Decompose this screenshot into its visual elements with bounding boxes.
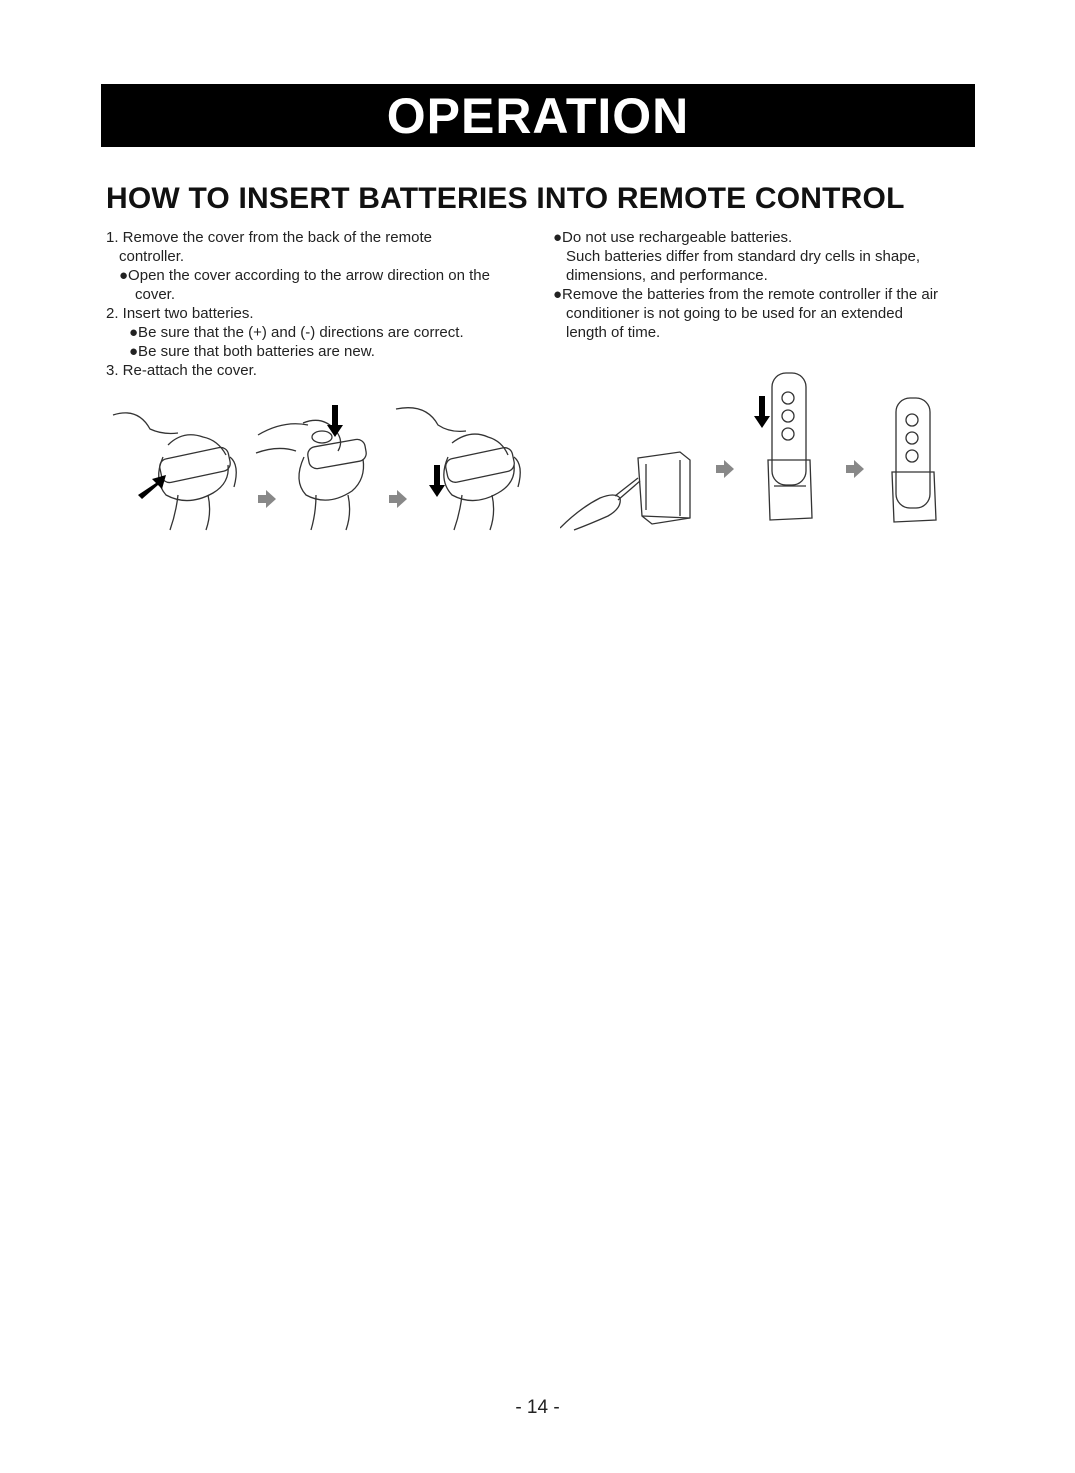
next-step-arrow-icon xyxy=(389,490,407,508)
cautions-column xyxy=(553,228,983,342)
page-number: - 14 - xyxy=(515,1397,560,1418)
next-step-arrow-icon xyxy=(258,490,276,508)
step-3: 3. Re-attach the cover. xyxy=(106,362,257,379)
step-1-note-continued: cover. xyxy=(135,286,176,303)
battery-insertion-illustration xyxy=(108,395,540,535)
holder-mounting-illustration xyxy=(560,368,980,533)
caution-2: ●Remove the batteries from the remote controller if the air xyxy=(553,286,939,303)
step-1-note: ●Open the cover according to the arrow direction on the xyxy=(119,267,490,284)
section-title: HOW TO INSERT BATTERIES INTO REMOTE CONTROL xyxy=(106,182,905,215)
next-step-arrow-icon xyxy=(846,460,864,478)
arrow-down-icon xyxy=(429,465,445,497)
step-2-note-2: ●Be sure that both batteries are new. xyxy=(129,343,375,360)
caution-1-continued-b: dimensions, and performance. xyxy=(566,267,768,284)
screwdriver-drawing xyxy=(560,478,640,530)
caution-2-continued-a: conditioner is not going to be used for an extended xyxy=(566,305,903,322)
remote-into-holder-drawing xyxy=(768,373,812,520)
hand-reattaching-cover-drawing xyxy=(396,408,520,530)
hand-inserting-battery-drawing xyxy=(256,420,367,530)
step-1-continued: controller. xyxy=(119,248,185,265)
caution-2-continued-b: length of time. xyxy=(566,324,661,341)
wall-holder-drawing xyxy=(638,452,690,524)
step-2-note-1: ●Be sure that the (+) and (-) directions are correct. xyxy=(129,324,464,341)
instructions-column xyxy=(106,228,536,380)
arrow-up-right-icon xyxy=(138,475,166,499)
caution-1: ●Do not use rechargeable batteries. xyxy=(553,229,793,246)
page-title: OPERATION xyxy=(386,87,690,144)
arrow-down-icon xyxy=(754,396,770,428)
remote-mounted-drawing xyxy=(892,398,936,522)
step-1: 1. Remove the cover from the back of the remote xyxy=(106,229,432,246)
hand-opening-cover-drawing xyxy=(113,413,236,530)
caution-1-continued-a: Such batteries differ from standard dry cells in shape, xyxy=(566,248,921,265)
step-2: 2. Insert two batteries. xyxy=(106,305,254,322)
header-banner xyxy=(101,84,975,147)
next-step-arrow-icon xyxy=(716,460,734,478)
